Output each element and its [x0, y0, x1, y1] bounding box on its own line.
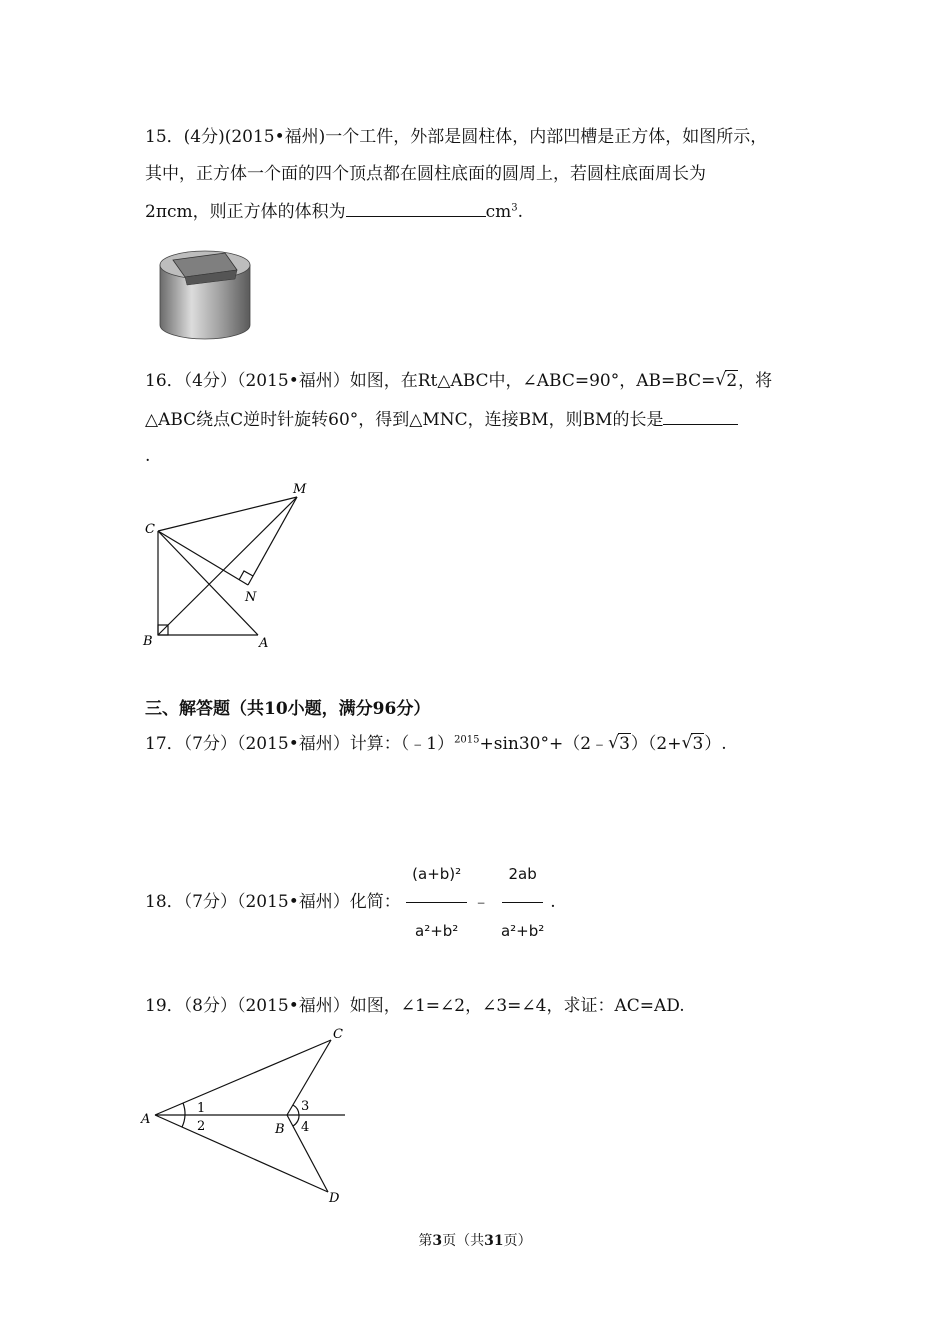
q18-fraction-2: [495, 848, 550, 957]
q16-label-B: B: [143, 634, 153, 649]
q15-line3-text: 2πcm，则正方体的体积为: [145, 202, 346, 222]
q19-angle-1-arc: [183, 1103, 185, 1115]
q19-angle-4-arc: [293, 1115, 299, 1126]
q17-post: ）.: [704, 734, 727, 754]
q15-end: .: [517, 202, 524, 222]
q18-frac2-numerator: 2ab: [502, 848, 542, 903]
footer-pre: 第: [418, 1233, 433, 1249]
section3-score: 96: [372, 699, 397, 719]
q15-line1: 15．(4分)(2015•福州)一个工件，外部是圆柱体，内部凹槽是正方体，如图所示，: [145, 127, 768, 147]
q16-line-MN: [248, 497, 297, 585]
q18-frac2-denominator: a²+b²: [500, 922, 545, 940]
q17-mid: +sin30°+（2﹣: [479, 734, 609, 754]
q19-angle-3-arc: [293, 1105, 299, 1115]
section3-count: 10: [264, 699, 288, 719]
q19-angle-1: 1: [197, 1101, 206, 1116]
footer-total-pages: 31: [484, 1233, 504, 1249]
q15-cylinder-figure: [155, 245, 255, 345]
q17-mid2: ）（2+: [630, 734, 682, 754]
q19-label-A: A: [141, 1112, 151, 1127]
q16-label-N: N: [245, 590, 257, 605]
section3-mid: 小题，满分: [287, 699, 373, 719]
q19-label-B: B: [275, 1122, 285, 1137]
q17-line: [145, 733, 727, 755]
q19-angle-4: 4: [301, 1120, 310, 1135]
q19-line: 19．（8分）（2015•福州）如图，∠1=∠2，∠3=∠4，求证：AC=AD.: [145, 996, 685, 1016]
q16-line-CM: [158, 497, 297, 531]
q18-fraction-1: [406, 848, 467, 957]
q16-line2-text: △ABC绕点C逆时针旋转60°，得到△MNC，连接BM，则BM的长是: [145, 410, 664, 430]
q15-line3: [145, 200, 523, 223]
footer-post: 页）: [503, 1233, 532, 1249]
q16-line1: [145, 370, 772, 392]
q16-answer-blank: [663, 408, 738, 425]
section3-post: 分）: [396, 699, 431, 719]
q18-post: .: [550, 892, 556, 912]
q16-line3: .: [145, 446, 151, 466]
q15-answer-blank: [346, 200, 486, 217]
q16-line1-text: 16．（4分）（2015•福州）如图，在Rt△ABC中，∠ABC=90°，AB=BC=: [145, 371, 716, 391]
footer-mid: 页（共: [442, 1233, 485, 1249]
q15-unit: cm: [485, 202, 512, 222]
q17-sqrt-1: √ 3: [608, 733, 631, 755]
q16-line1-post: ，将: [738, 371, 773, 391]
q16-label-M: M: [293, 482, 307, 497]
q16-line-BM: [158, 497, 297, 635]
q16-line-CN: [158, 531, 248, 585]
footer-page-number: 3: [432, 1233, 443, 1249]
page-footer: [0, 1230, 950, 1250]
q18-minus: ﹣: [472, 892, 490, 912]
q15-line2: 其中，正方体一个面的四个顶点都在圆柱底面的圆周上，若圆柱底面周长为: [145, 164, 706, 184]
q16-label-C: C: [145, 522, 155, 537]
q19-label-C: C: [333, 1027, 343, 1042]
q16-line2: [145, 408, 738, 431]
q19-figure: [135, 1020, 360, 1210]
q18-pre: 18．（7分）（2015•福州）化简：: [145, 892, 401, 912]
q16-sqrt: √ 2: [715, 370, 738, 392]
q16-triangle-figure: [135, 475, 335, 660]
q16-label-A: A: [259, 636, 269, 651]
q19-angle-2: 2: [197, 1119, 206, 1134]
q18-frac1-denominator: a²+b²: [415, 922, 459, 940]
q17-pre: 17．（7分）（2015•福州）计算：（﹣1）: [145, 734, 455, 754]
section3-pre: 三、解答题（共: [145, 699, 264, 719]
q19-angle-2-arc: [182, 1115, 185, 1127]
q19-angle-3: 3: [301, 1099, 310, 1114]
section3-heading: [145, 698, 430, 720]
q17-exponent: 2015: [454, 734, 480, 746]
q15-unit-sup: 3: [511, 202, 518, 214]
q18-frac1-numerator: (a+b)²: [406, 848, 467, 903]
q17-sqrt-2: √ 3: [681, 733, 704, 755]
q18-line: [145, 848, 556, 957]
q19-label-D: D: [329, 1191, 340, 1206]
